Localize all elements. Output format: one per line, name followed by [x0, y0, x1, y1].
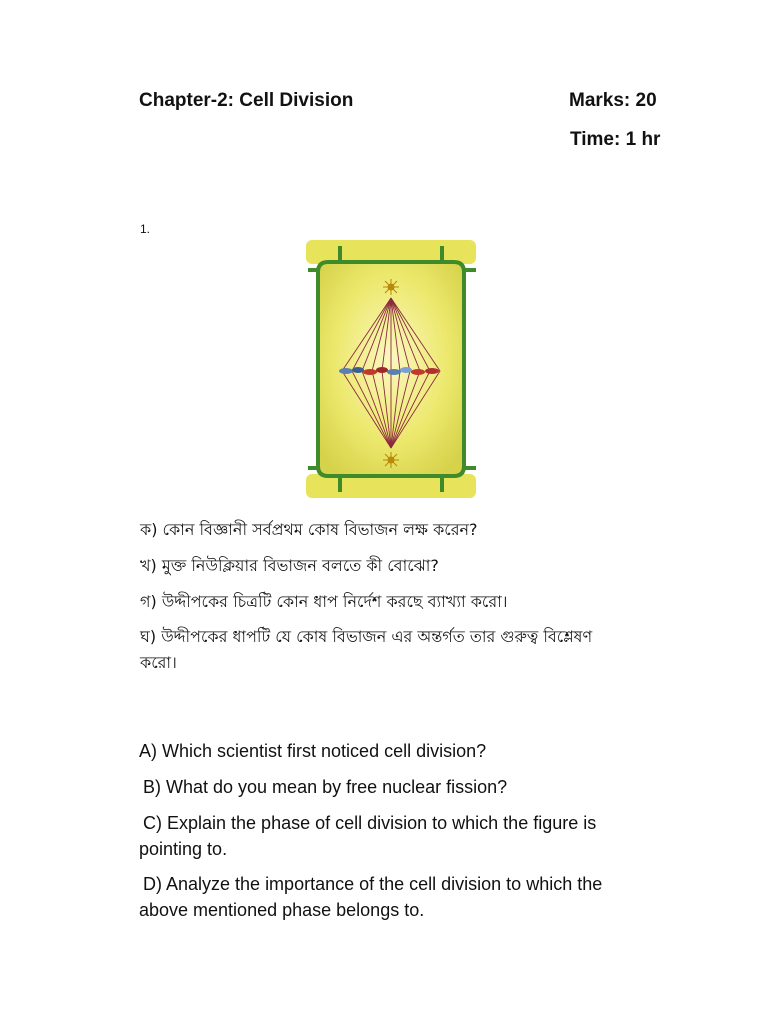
marks-label: Marks: 20 [569, 90, 657, 111]
english-question-b: B) What do you mean by free nuclear fission? [143, 777, 508, 797]
question-number: 1. [140, 222, 151, 236]
plant-cell-metaphase-figure [300, 240, 482, 498]
centrosome-aster-icon [383, 452, 399, 468]
bengali-question-gha-cont: করো। [140, 653, 177, 672]
english-question-c: C) Explain the phase of cell division to which the figure is [143, 813, 597, 833]
bengali-question-kha: খ) মুক্ত নিউক্লিয়ার বিভাজন বলতে কী বোঝো? [140, 556, 439, 575]
english-question-d: D) Analyze the importance of the cell division to which the [143, 874, 603, 894]
page-title: Chapter-2: Cell Division [139, 90, 354, 111]
english-question-d-cont: above mentioned phase belongs to. [139, 900, 425, 920]
bengali-question-gha: ঘ) উদ্দীপকের ধাপটি যে কোষ বিভাজন এর অন্তর্গত তার গুরুত্ব বিশ্লেষণ [140, 627, 593, 646]
english-question-c-cont: pointing to. [139, 839, 228, 859]
time-label: Time: 1 hr [570, 129, 661, 150]
bengali-question-ga: গ) উদ্দীপকের চিত্রটি কোন ধাপ নির্দেশ করছে ব্যাখ্যা করো। [140, 592, 508, 611]
english-question-a: A) Which scientist first noticed cell division? [139, 741, 487, 761]
bengali-question-ka: ক) কোন বিজ্ঞানী সর্বপ্রথম কোষ বিভাজন লক্ষ করেন? [140, 520, 478, 539]
centrosome-aster-icon [383, 279, 399, 295]
